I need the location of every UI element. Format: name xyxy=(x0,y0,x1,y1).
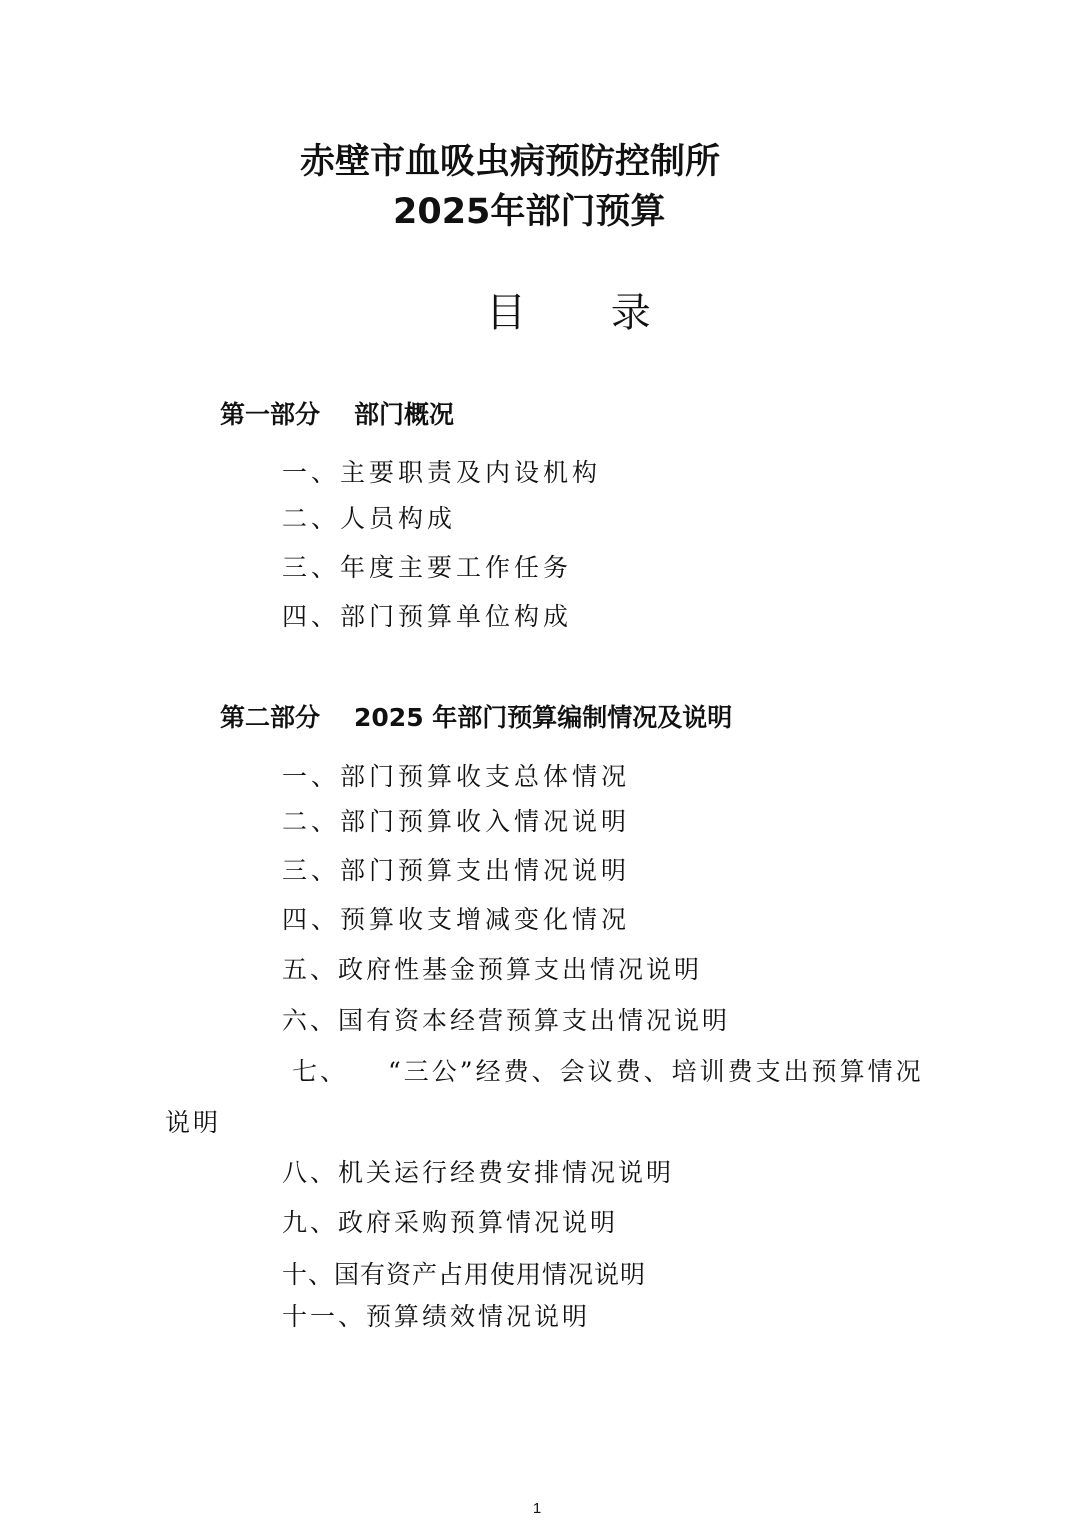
part1-label: 第一部分 xyxy=(220,400,321,429)
part2-heading xyxy=(220,703,732,733)
toc-item: 三、年度主要工作任务 xyxy=(282,553,573,582)
page-number: 1 xyxy=(532,1500,542,1517)
toc-item-seven-continuation: 说明 xyxy=(165,1108,222,1137)
toc-item: 九、政府采购预算情况说明 xyxy=(282,1208,619,1237)
toc-item: 五、政府性基金预算支出情况说明 xyxy=(282,955,703,984)
toc-item: 二、部门预算收入情况说明 xyxy=(282,807,631,836)
toc-item-seven xyxy=(292,1057,924,1087)
document-title-line-2: 2025年部门预算 xyxy=(393,192,666,232)
toc-item: 一、主要职责及内设机构 xyxy=(282,458,602,487)
toc-item: 八、机关运行经费安排情况说明 xyxy=(282,1158,675,1187)
document-title-line-1: 赤壁市血吸虫病预防控制所 xyxy=(300,142,721,182)
part1-title: 部门概况 xyxy=(354,400,455,429)
part1-heading xyxy=(220,400,454,430)
toc-item: 六、国有资本经营预算支出情况说明 xyxy=(282,1006,731,1035)
toc-item: 十、国有资产占用使用情况说明 xyxy=(282,1260,647,1289)
toc-item: 十一、预算绩效情况说明 xyxy=(282,1302,591,1331)
part2-title: 2025 年部门预算编制情况及说明 xyxy=(354,703,733,732)
toc-item: 一、部门预算收支总体情况 xyxy=(282,762,631,791)
part2-label: 第二部分 xyxy=(220,703,321,732)
toc-item-seven-text: “三公”经费、会议费、培训费支出预算情况 xyxy=(388,1057,924,1086)
toc-item: 二、人员构成 xyxy=(282,504,457,533)
toc-item: 四、预算收支增减变化情况 xyxy=(282,905,631,934)
toc-item: 三、部门预算支出情况说明 xyxy=(282,856,631,885)
toc-item: 四、部门预算单位构成 xyxy=(282,602,573,631)
toc-item-seven-number: 七、 xyxy=(292,1057,349,1086)
toc-heading: 目 录 xyxy=(486,290,687,336)
